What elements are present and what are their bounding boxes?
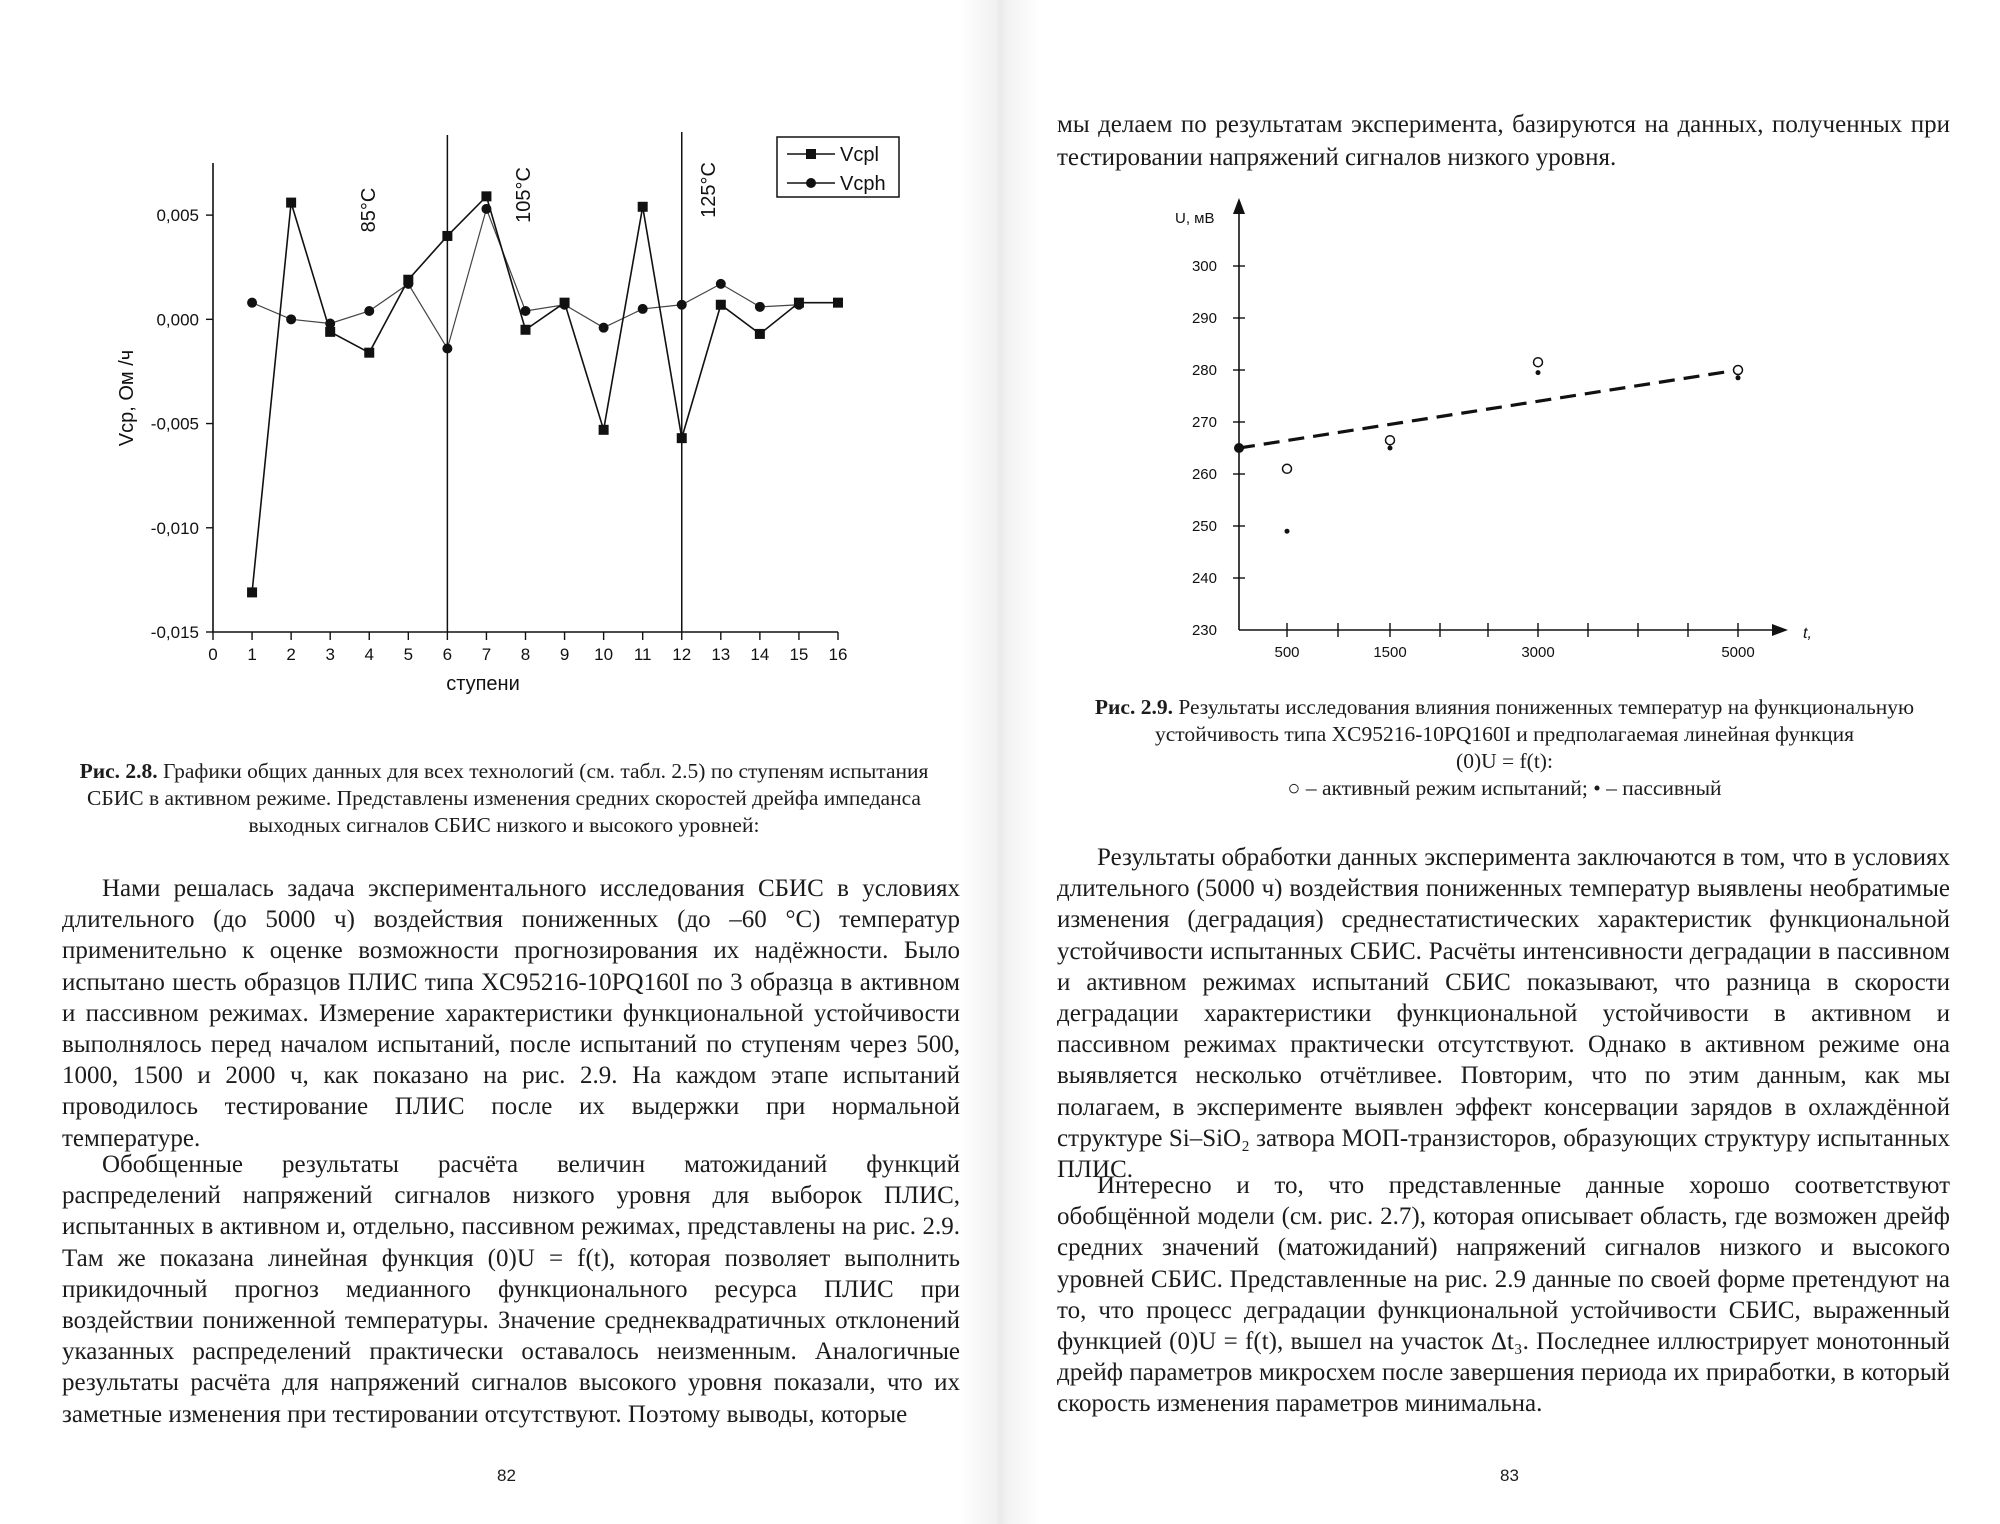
- x-tick-label: 1500: [1373, 644, 1407, 661]
- figure-2-9-caption-legend: ○ – активный режим испытаний; • – пассивный: [1287, 776, 1722, 800]
- y-tick-label: 290: [1191, 310, 1217, 327]
- vcph-point: [481, 204, 491, 214]
- x-tick-label: 12: [672, 645, 692, 664]
- figure-2-8-caption-label: Рис. 2.8.: [79, 759, 158, 783]
- active-mode-point: [1534, 358, 1543, 367]
- vcpl-point: [286, 198, 296, 208]
- figure-2-8-chart: [0, 0, 1000, 740]
- x-tick-label: 7: [481, 645, 492, 664]
- x-tick-label: 4: [364, 645, 374, 664]
- y-tick-label: 240: [1191, 570, 1217, 587]
- vcpl-point: [638, 202, 648, 212]
- vcpl-point: [560, 298, 570, 308]
- figure-2-9-caption: [1057, 694, 1952, 802]
- x-axis-arrow: [1772, 624, 1788, 636]
- x-axis-label: t,: [1803, 625, 1812, 642]
- left-paragraph-1: Нами решалась задача экспериментального исследования СБИС в условиях длительного (до 5000 ч) воздействия пониженных (до –60 °С) температур применительно к оценке возможности прогнозирования их надёжности. Было испытано шесть образцов ПЛИС типа XC95216-10PQ160I по 3 образца в активном и пассивном режимах. Измерение характеристики функциональной устойчивости выполнялось перед началом испытаний, после испытаний по ступеням через 500, 1000, 1500 и 2000 ч, как показано на рис. 2.9. На каждом этапе испытаний проводилось тестирование ПЛИС после их выдержки при нормальной температуре.: [62, 875, 960, 1152]
- x-tick-label: 9: [559, 645, 570, 664]
- passive-mode-point: [1285, 529, 1290, 534]
- legend-label-vcph: Vcph: [840, 173, 886, 195]
- figure-2-8-caption-text: Графики общих данных для всех технологий (см. табл. 2.5) по ступеням испытания СБИС в активном режиме. Представлены изменения средних скоростей дрейфа импеданса выходных сигналов СБИС низкого и высокого уровней:: [87, 759, 929, 837]
- temperature-label: 85°C: [358, 187, 380, 233]
- y-tick-label: 270: [1191, 414, 1217, 431]
- y-tick-label: 300: [1191, 258, 1217, 275]
- x-tick-label: 0: [208, 645, 218, 664]
- x-tick-label: 11: [633, 645, 652, 664]
- y-tick-label: -0,010: [150, 518, 199, 538]
- x-tick-label: 15: [789, 645, 809, 664]
- vcph-point: [364, 306, 374, 316]
- vcph-point: [716, 279, 726, 289]
- legend-label-vcpl: Vcpl: [840, 144, 879, 166]
- x-tick-label: 2: [286, 645, 296, 664]
- fit-line: [1239, 370, 1738, 448]
- active-mode-point: [1386, 436, 1395, 445]
- x-tick-label: 8: [520, 645, 531, 664]
- passive-mode-point: [1536, 370, 1541, 375]
- y-tick-label: 280: [1191, 362, 1217, 379]
- x-tick-label: 5000: [1721, 644, 1755, 661]
- y-tick-label: 260: [1191, 466, 1217, 483]
- x-tick-label: 10: [594, 645, 614, 664]
- fit-line-start-point: [1234, 443, 1244, 453]
- y-axis-label: Vcp, Ом /ч: [116, 349, 138, 447]
- figure-2-9-caption-label: Рис. 2.9.: [1094, 695, 1173, 719]
- active-mode-point: [1734, 366, 1743, 375]
- figure-2-8-caption: [65, 758, 943, 839]
- y-axis-arrow: [1233, 198, 1245, 214]
- x-tick-label: 6: [442, 645, 453, 664]
- vcpl-point: [247, 587, 257, 597]
- figure-2-9-caption-text: Результаты исследования влияния пониженных температур на функциональную устойчивость типа XC95216-10PQ160I и предполагаемая линейная функция: [1154, 695, 1915, 746]
- figure-2-9-chart: [1000, 180, 2000, 680]
- vcpl-point: [833, 298, 843, 308]
- legend-marker-vcph: [806, 178, 816, 188]
- x-tick-label: 3: [325, 645, 335, 664]
- x-tick-label: 13: [711, 645, 731, 664]
- vcpl-point: [521, 325, 531, 335]
- legend-marker-vcpl: [806, 149, 816, 159]
- vcph-point: [599, 323, 609, 333]
- vcpl-point: [481, 191, 491, 201]
- series-line-vcpl: [252, 196, 838, 592]
- x-tick-label: 500: [1274, 644, 1300, 661]
- vcph-point: [521, 306, 531, 316]
- x-tick-label: 16: [828, 645, 848, 664]
- vcpl-point: [755, 329, 765, 339]
- y-tick-label: -0,005: [150, 414, 199, 434]
- passive-mode-point: [1736, 375, 1741, 380]
- y-tick-label: 0,000: [156, 310, 199, 330]
- x-tick-label: 5: [403, 645, 414, 664]
- vcph-point: [286, 314, 296, 324]
- active-mode-point: [1283, 464, 1292, 473]
- y-tick-label: -0,015: [150, 623, 199, 642]
- vcpl-point: [677, 433, 687, 443]
- vcph-point: [638, 304, 648, 314]
- passive-mode-point: [1388, 446, 1393, 451]
- right-paragraph-1: Результаты обработки данных эксперимента заключаются в том, что в условиях длительного (5000 ч) воздействия пониженных температур выявлены необратимые изменения (деградация) среднестатистических характеристик функциональной устойчивости испытанных СБИС. Расчёты интенсивности деградации в пассивном и активном режимах испытаний СБИС показывают, что разница в скорости деградации характеристики функциональной устойчивости в активном и пассивном режимах практически отсутствуют. Однако в активном режиме она выявляется несколько отчётливее. Повторим, что по этим данным, как мы полагаем, в эксперименте выявлен эффект консервации зарядов в охлаждённой структуре Si–SiO₂ затвора МОП-транзисторов, образующих структуру испытанных ПЛИС.: [1057, 844, 1950, 1184]
- y-tick-label: 250: [1191, 518, 1217, 535]
- vcpl-point: [442, 231, 452, 241]
- right-paragraph-2: Интересно и то, что представленные данные хорошо соответствуют обобщённой модели (см. рис. 2.7), которая описывает область, где возможен дрейф средних значений (матожиданий) напряжений сигналов низкого и высокого уровней СБИС. Представленные на рис. 2.9 данные по своей форме претендуют на то, что процесс деградации функциональной устойчивости СБИС, выраженный функцией (0)U = f(t), вышел на участок Δt₃. Последнее иллюстрирует монотонный дрейф параметров микросхем после завершения периода их приработки, в который скорость изменения параметров минимальна.: [1057, 1172, 1950, 1418]
- vcpl-point: [794, 298, 804, 308]
- x-axis-label: ступени: [446, 673, 520, 695]
- y-tick-label: 0,005: [156, 206, 199, 226]
- y-tick-label: 230: [1191, 622, 1217, 639]
- page-number-right: 83: [1500, 1466, 1519, 1485]
- vcpl-point: [403, 275, 413, 285]
- vcph-point: [755, 302, 765, 312]
- y-axis-label: U, мВ: [1175, 210, 1215, 227]
- vcph-point: [442, 344, 452, 354]
- page-number-left: 82: [497, 1466, 516, 1485]
- vcph-point: [247, 298, 257, 308]
- vcpl-point: [364, 348, 374, 358]
- temperature-label: 125°C: [698, 162, 720, 218]
- right-top-paragraph: мы делаем по результатам эксперимента, базируются на данных, полученных при тестировании напряжений сигналов низкого уровня.: [1057, 111, 1950, 171]
- vcpl-point: [325, 327, 335, 337]
- x-tick-label: 14: [750, 645, 770, 664]
- left-paragraph-2: Обобщенные результаты расчёта величин матожиданий функций распределений напряжений сигналов низкого уровня для выборок ПЛИС, испытанных в активном и, отдельно, пассивном режимах, представлены на рис. 2.9. Там же показана линейная функция (0)U = f(t), которая позволяет выполнить прикидочный прогноз медианного функционального ресурса ПЛИС при воздействии пониженной температуры. Значение среднеквадратичных отклонений указанных распределений практически оставалось неизменным. Аналогичные результаты расчёта для напряжений сигналов высокого уровня показали, что их заметные изменения при тестировании отсутствуют. Поэтому выводы, которые: [62, 1151, 960, 1428]
- temperature-label: 105°C: [513, 167, 535, 223]
- right-page: [1000, 0, 2000, 1524]
- vcpl-point: [599, 425, 609, 435]
- vcpl-point: [716, 300, 726, 310]
- figure-2-9-caption-formula: (0)U = f(t):: [1456, 749, 1553, 773]
- x-tick-label: 1: [247, 645, 257, 664]
- x-tick-label: 3000: [1521, 644, 1555, 661]
- vcph-point: [677, 300, 687, 310]
